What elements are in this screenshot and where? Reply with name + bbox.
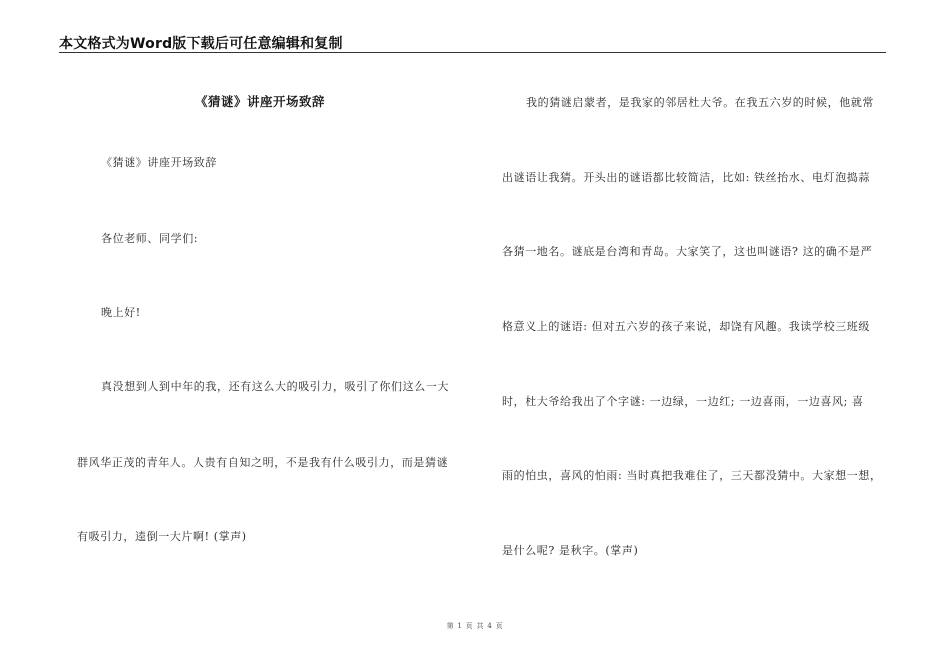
right-column [475,0,950,600]
left-column [0,0,475,600]
paragraph-line: 我的猜谜启蒙者，是我家的邻居杜大爷。在我五六岁的时候，他就常 [526,96,874,109]
paragraph-line: 《猜谜》讲座开场致辞 [101,156,217,169]
paragraph-line: 是什么呢? 是秋字。(掌声) [502,544,639,557]
paragraph-line: 出谜语让我猜。开头出的谜语都比较简洁，比如: 铁丝抬水、电灯泡捣蒜 [502,171,870,184]
paragraph-line: 时，杜大爷给我出了个字谜: 一边绿，一边红; 一边喜雨，一边喜风; 喜 [502,395,864,408]
paragraph-line: 雨的怕虫，喜风的怕雨: 当时真把我难住了，三天都没猜中。大家想一想， [502,469,882,482]
paragraph-line: 晚上好! [101,306,141,319]
paragraph-line: 有吸引力，逵倒一大片啊! (掌声) [77,530,247,543]
paragraph-line: 真没想到人到中年的我，还有这么大的吸引力，吸引了你们这么一大 [101,380,449,393]
paragraph-line: 各位老师、同学们: [101,232,199,245]
page-number-footer: 第 1 页 共 4 页 [446,622,504,630]
banner-text: 本文格式为Word版下载后可任意编辑和复制 [59,36,343,52]
paragraph-line: 各猜一地名。谜底是台湾和青岛。大家笑了，这也叫谜语? 这的确不是严 [502,245,873,258]
paragraph-line: 群风华正茂的青年人。人贵有自知之明，不是我有什么吸引力，而是猜谜 [77,456,449,469]
paragraph-line: 格意义上的谜语: 但对五六岁的孩子来说，却饶有风趣。我读学校三班级 [502,320,870,333]
document-title: 《猜谜》讲座开场致辞 [195,94,326,109]
